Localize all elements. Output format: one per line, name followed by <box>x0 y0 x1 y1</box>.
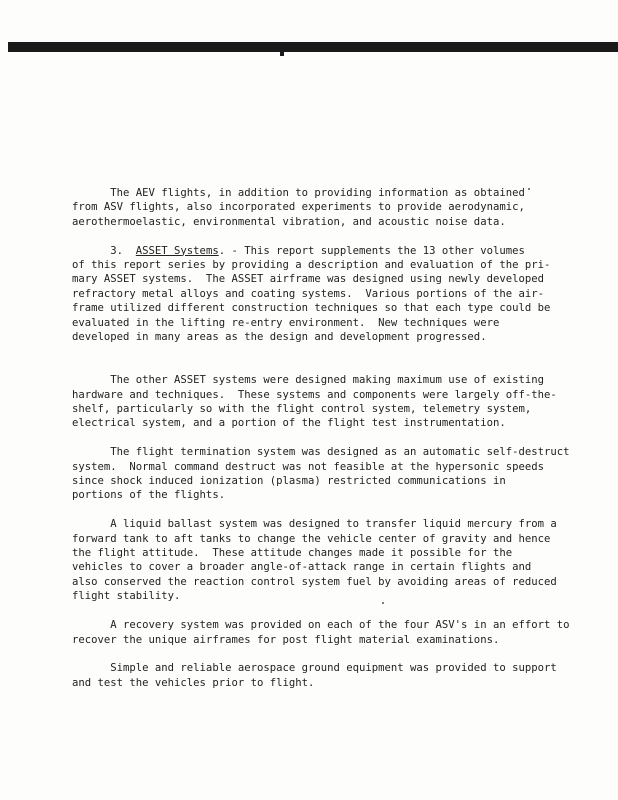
paragraph-1-line-2: from ASV flights, also incorporated experiments to provide aerodynamic, <box>72 201 525 214</box>
paragraph-4-line-1: The flight termination system was designed as an automatic self-destruct <box>72 446 570 459</box>
paragraph-2-line-7: developed in many areas as the design and development progressed. <box>72 331 487 344</box>
section-first-line-rest: . - This report supplements the 13 other volumes <box>218 244 525 257</box>
paragraph-4-line-2: system. Normal command destruct was not feasible at the hypersonic speeds <box>72 460 544 473</box>
paragraph-5-line-6: flight stability. <box>72 590 181 603</box>
paragraph-2-first-line <box>72 244 552 258</box>
paragraph-2-line-5: frame utilized different construction techniques so that each type could be <box>72 302 551 315</box>
scan-speck <box>528 188 530 190</box>
paragraph-1-line-1: The AEV flights, in addition to providing information as obtained <box>72 187 525 199</box>
paragraph-3-line-1: The other ASSET systems were designed making maximum use of existing <box>72 374 544 387</box>
paragraph-5-line-5: also conserved the reaction control system fuel by avoiding areas of reduced <box>72 575 557 588</box>
paragraph-1-line-3: aerothermoelastic, environmental vibration, and acoustic noise data. <box>72 215 506 228</box>
paragraph-4-line-3: since shock induced ionization (plasma) restricted communications in <box>72 475 506 488</box>
section-heading: ASSET Systems <box>135 244 219 257</box>
paragraph-5-line-2: forward tank to aft tanks to change the vehicle center of gravity and hence <box>72 532 551 545</box>
scan-speck <box>382 602 384 604</box>
paragraph-3-line-3: shelf, particularly so with the flight control system, telemetry system, <box>72 403 532 416</box>
section-number: 3. <box>72 244 136 257</box>
paragraph-5-line-1: A liquid ballast system was designed to transfer liquid mercury from a <box>72 518 557 531</box>
paragraph-7-line-1: Simple and reliable aerospace ground equipment was provided to support <box>72 662 557 675</box>
paragraph-3-line-4: electrical system, and a portion of the flight test instrumentation. <box>72 417 506 430</box>
paragraph-3-line-2: hardware and techniques. These systems and components were largely off-the- <box>72 388 557 401</box>
paragraph-2-line-2: of this report series by providing a description and evaluation of the pri- <box>72 259 551 272</box>
paragraph-2-line-3: mary ASSET systems. The ASSET airframe was designed using newly developed <box>72 273 544 286</box>
scan-edge-bar <box>8 42 618 52</box>
document-body <box>72 186 570 690</box>
paragraph-5-line-4: vehicles to cover a broader angle-of-attack range in certain flights and <box>72 561 532 574</box>
paragraph-2-line-6: evaluated in the lifting re-entry environment. New techniques were <box>72 316 500 329</box>
paragraph-6-line-2: recover the unique airframes for post flight material examinations. <box>72 633 500 646</box>
paragraph-6-line-1: A recovery system was provided on each of the four ASV's in an effort to <box>72 619 570 632</box>
paragraph-5-line-3: the flight attitude. These attitude changes made it possible for the <box>72 547 513 560</box>
paragraph-4-line-4: portions of the flights. <box>72 489 226 502</box>
paragraph-2-line-4: refractory metal alloys and coating systems. Various portions of the air- <box>72 287 544 300</box>
paragraph-7-line-2: and test the vehicles prior to flight. <box>72 676 315 689</box>
